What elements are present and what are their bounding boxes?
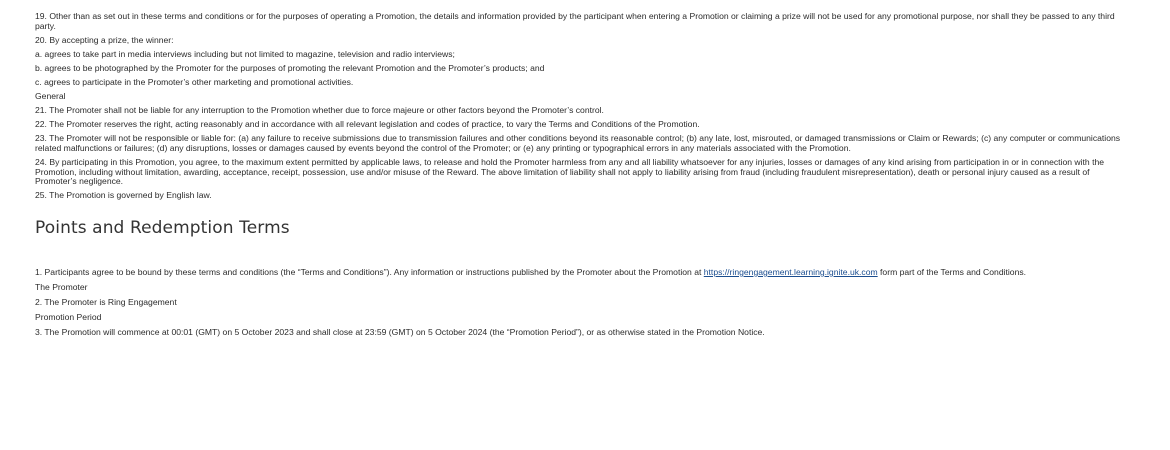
- clause-20b: b. agrees to be photographed by the Promoter for the purposes of promoting the relevant Promotion and the Promoter’s products; and: [35, 62, 545, 73]
- clause-21: 21. The Promoter shall not be liable for any interruption to the Promotion whether due to force majeure or other factors beyond the Promoter’s control.: [35, 105, 604, 116]
- clause-19: 19. Other than as set out in these terms and conditions or for the purposes of operating a Promotion, the details and information provided by the participant when entering a Promotion or claiming a prize will not be used for any promotional purpose, nor shall they be passed to any third party.: [35, 11, 1115, 31]
- clause-20: 20. By accepting a prize, the winner:: [35, 34, 174, 45]
- redemption-clause-2: 2. The Promoter is Ring Engagement: [35, 297, 177, 308]
- clause-25: 25. The Promotion is governed by English law.: [35, 190, 212, 201]
- general-subheading: General: [35, 91, 66, 102]
- clause-22: 22. The Promoter reserves the right, acting reasonably and in accordance with all relevant legislation and codes of practice, to vary the Terms and Conditions of the Promotion.: [35, 119, 700, 130]
- clause-24: 24. By participating in this Promotion, you agree, to the maximum extent permitted by applicable laws, to release and hold the Promoter harmless from any and all liability whatsoever for any injuries, losses or damages of any kind arising from participation in or in connection with the Promotion, including without limitation, awarding, acceptance, receipt, possession, use and/or misuse of the Reward. The above limitation of liability shall not apply to liability arising from fraud (including fraudulent misrepresentation), death or personal injury caused as a result of Promoter’s negligence.: [35, 157, 1105, 187]
- redemption-clause-1: [35, 268, 1130, 278]
- promoter-subheading: The Promoter: [35, 282, 88, 292]
- redemption-clause-3: 3. The Promotion will commence at 00:01 (GMT) on 5 October 2023 and shall close at 23:59 (GMT) on 5 October 2024 (the “Promotion Period”), or as otherwise stated in the Promotion Notice.: [35, 327, 765, 338]
- redemption-clause-1-text-after: form part of the Terms and Conditions.: [877, 266, 1027, 277]
- promotion-period-subheading: Promotion Period: [35, 312, 102, 323]
- redemption-clause-1-text-before: 1. Participants agree to be bound by these terms and conditions (the “Terms and Conditions”). Any information or instructions published by the Promoter about the Promotion at: [35, 266, 704, 277]
- clause-23: 23. The Promoter will not be responsible or liable for: (a) any failure to receive submissions due to transmission failures and other conditions beyond its reasonable control; (b) any late, lost, misrouted, or damaged transmissions or Claim or Rewards; (c) any computer or communications related malfunctions or failures; (d) any disruptions, losses or damages caused by events beyond the control of the Promoter; or (e) any printing or typographical errors in any materials associated with the Promotion.: [35, 133, 1121, 153]
- ignite-site-link[interactable]: https://ringengagement.learning.ignite.uk.com: [703, 266, 878, 277]
- clause-20c: c. agrees to participate in the Promoter’s other marketing and promotional activities.: [35, 76, 354, 87]
- section-heading-points-redemption: Points and Redemption Terms: [35, 217, 290, 238]
- clause-20a: a. agrees to take part in media interviews including but not limited to magazine, television and radio interviews;: [35, 48, 455, 59]
